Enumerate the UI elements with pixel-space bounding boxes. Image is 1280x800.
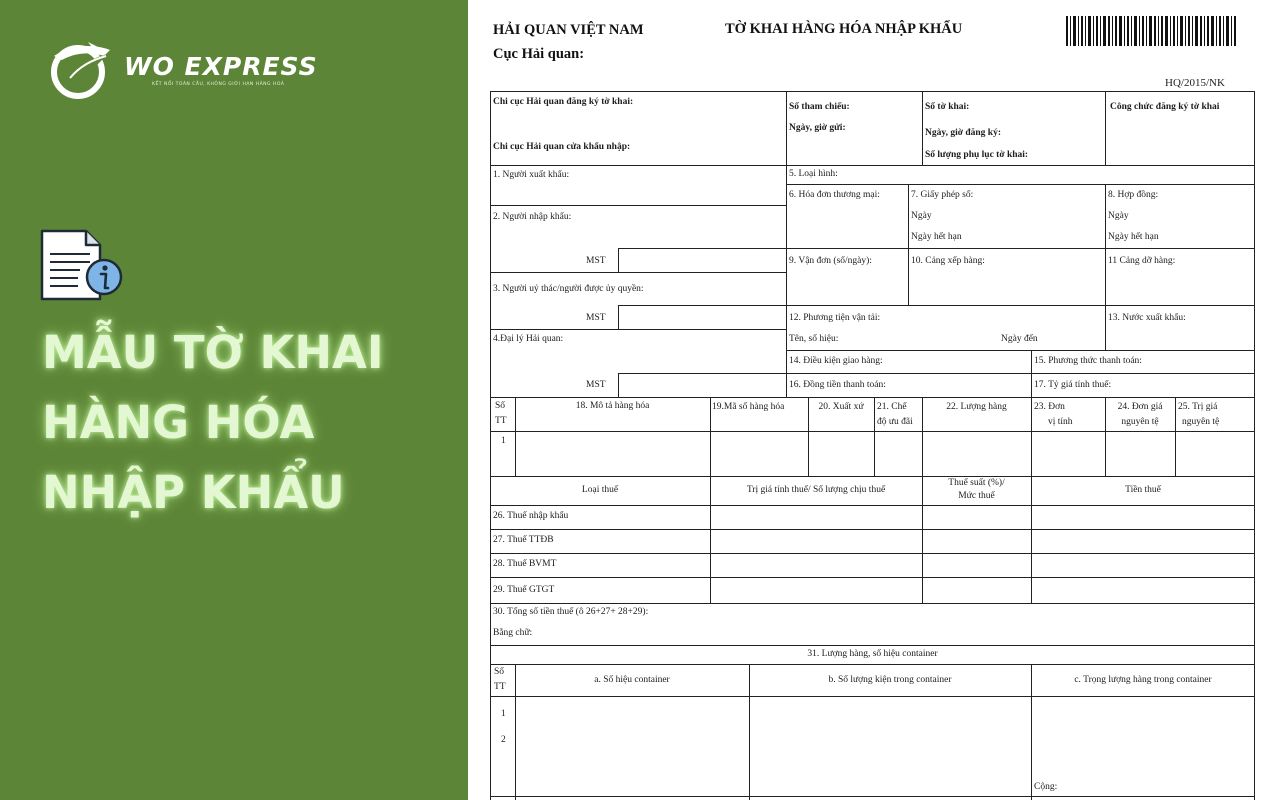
container-total-label: Cộng: <box>1034 782 1058 792</box>
trustee-mst-label: MST <box>586 313 606 323</box>
container-no-header-2: TT <box>494 682 506 692</box>
tax-amount-header: Tiền thuế <box>1125 485 1161 495</box>
tax-in-words-label: Bằng chữ: <box>493 628 533 638</box>
brand-logo[interactable] <box>48 36 338 106</box>
field-officer: Công chức đăng ký tờ khai <box>1110 102 1220 112</box>
field-declaration-no: Số tờ khai: <box>925 102 970 112</box>
tax-row-import: 26. Thuế nhập khẩu <box>493 511 569 521</box>
brand-name: WO EXPRESS <box>124 52 318 81</box>
contract-expiry-label: Ngày hết hạn <box>1108 232 1159 242</box>
field-type: 5. Loại hình: <box>789 169 838 179</box>
form-code: HQ/2015/NK <box>1165 77 1225 89</box>
promo-panel <box>0 0 468 800</box>
license-expiry-label: Ngày hết hạn <box>911 232 962 242</box>
form-title: TỜ KHAI HÀNG HÓA NHẬP KHẨU <box>725 21 963 37</box>
field-appendix-count: Số lượng phụ lục tờ khai: <box>925 150 1029 160</box>
contract-date-label: Ngày <box>1108 211 1129 221</box>
field-exporter: 1. Người xuất khẩu: <box>493 170 570 180</box>
field-registration-branch: Chi cục Hải quan đăng ký tờ khai: <box>493 97 634 107</box>
tax-base-header: Trị giá tính thuế/ Số lượng chịu thuế <box>746 485 886 495</box>
goods-unit-header-2: vị tính <box>1048 417 1073 427</box>
field-payment-method: 15. Phương thức thanh toán: <box>1034 356 1142 366</box>
goods-row-1-no: 1 <box>501 436 506 446</box>
goods-origin-header: 20. Xuất xứ <box>818 402 864 412</box>
brand-tagline: KẾT NỐI TOÀN CẦU, KHÔNG GIỚI HẠN HÀNG HOÁ <box>152 82 285 87</box>
tax-type-header: Loại thuế <box>581 485 619 495</box>
field-loading-port: 10. Cảng xếp hàng: <box>911 256 985 266</box>
goods-hs-code-header: 19.Mã số hàng hóa <box>712 402 785 412</box>
agent-mst-label: MST <box>586 380 606 390</box>
customs-declaration-form <box>468 0 1280 800</box>
field-exchange-rate: 17. Tỷ giá tính thuế: <box>1034 380 1112 390</box>
goods-unit-header-1: 23. Đơn <box>1034 402 1065 412</box>
goods-preference-header-1: 21. Chế <box>877 402 907 412</box>
goods-value-header-1: 25. Trị giá <box>1178 402 1218 412</box>
field-origin-country: 13. Nước xuất khẩu: <box>1108 313 1186 323</box>
goods-no-header-2: TT <box>495 416 507 426</box>
goods-quantity-header: 22. Lượng hàng <box>946 402 1007 412</box>
barcode-icon <box>1066 16 1236 46</box>
container-packages-header: b. Số lượng kiện trong container <box>828 675 952 685</box>
license-date-label: Ngày <box>911 211 932 221</box>
importer-mst-label: MST <box>586 256 606 266</box>
goods-unit-price-header-1: 24. Đơn giá <box>1117 402 1163 412</box>
field-importer: 2. Người nhập khẩu: <box>493 212 572 222</box>
document-info-icon <box>38 228 128 308</box>
container-row-2-no: 2 <box>501 735 506 745</box>
field-reference-no: Số tham chiếu: <box>789 102 850 112</box>
container-row-1-no: 1 <box>501 709 506 719</box>
container-number-header: a. Số hiệu container <box>594 675 670 685</box>
goods-value-header-2: nguyên tệ <box>1182 417 1220 427</box>
tax-row-special-consumption: 27. Thuế TTĐB <box>493 535 554 545</box>
field-contract: 8. Hợp đồng: <box>1108 190 1159 200</box>
field-license: 7. Giấy phép số: <box>911 190 974 200</box>
field-trustee: 3. Người uỷ thác/người được ủy quyền: <box>493 284 644 294</box>
field-entry-branch: Chi cục Hải quan cửa khẩu nhập: <box>493 142 631 152</box>
plane-circle-logo-icon <box>48 36 114 102</box>
tax-rate-header-1: Thuế suất (%)/ <box>948 478 1005 488</box>
goods-preference-header-2: độ ưu đãi <box>877 417 913 427</box>
field-delivery-terms: 14. Điều kiện giao hàng: <box>789 356 883 366</box>
goods-description-header: 18. Mô tả hàng hóa <box>575 401 650 411</box>
tax-row-vat: 29. Thuế GTGT <box>493 585 555 595</box>
field-sent-datetime: Ngày, giờ gửi: <box>789 123 846 133</box>
container-no-header-1: Số <box>494 667 505 677</box>
field-bill-of-lading: 9. Vận đơn (số/ngày): <box>789 256 872 266</box>
field-customs-agent: 4.Đại lý Hải quan: <box>493 334 564 344</box>
field-registered-datetime: Ngày, giờ đăng ký: <box>925 128 1001 138</box>
field-currency: 16. Đồng tiền thanh toán: <box>789 380 886 390</box>
headline-line-2: HÀNG HÓA <box>42 396 315 449</box>
goods-no-header-1: Số <box>495 401 506 411</box>
page-headline <box>42 318 442 528</box>
field-arrival-date: Ngày đến <box>1001 334 1038 344</box>
form-department: Cục Hải quan: <box>493 46 585 62</box>
tax-rate-header-2: Mức thuế <box>958 491 995 501</box>
headline-line-1: MẪU TỜ KHAI <box>42 326 384 379</box>
form-agency: HẢI QUAN VIỆT NAM <box>493 22 644 38</box>
headline-line-3: NHẬP KHẨU <box>42 466 345 519</box>
field-transport: 12. Phương tiện vận tải: <box>789 313 881 323</box>
tax-row-environment: 28. Thuế BVMT <box>493 559 557 569</box>
goods-unit-price-header-2: nguyên tệ <box>1121 417 1159 427</box>
tax-total-label: 30. Tổng số tiền thuế (ô 26+27+ 28+29): <box>493 607 649 617</box>
container-section-title: 31. Lượng hàng, số hiệu container <box>807 649 938 659</box>
field-unloading-port: 11 Cảng dỡ hàng: <box>1108 256 1176 266</box>
field-invoice: 6. Hóa đơn thương mại: <box>789 190 880 200</box>
container-weight-header: c. Trọng lượng hàng trong container <box>1074 675 1212 685</box>
field-vehicle: Tên, số hiệu: <box>789 334 839 344</box>
